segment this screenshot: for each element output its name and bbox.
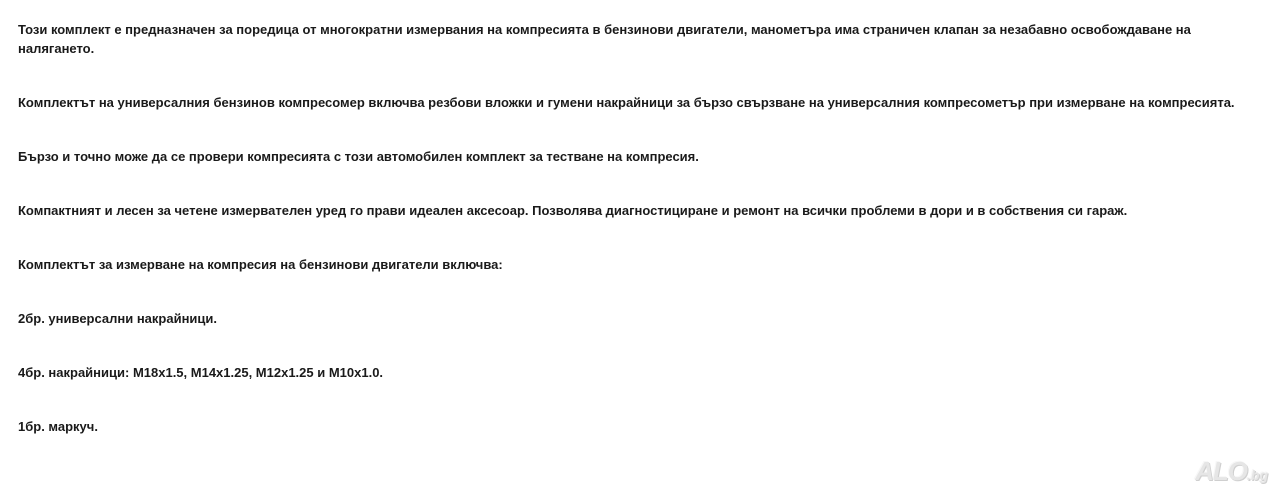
kit-item-hose: 1бр. маркуч. [18,419,98,434]
alo-watermark-logo [1195,456,1268,487]
description-paragraph-4: Компактният и лесен за четене измервателен уред го прави идеален аксесоар. Позволява диагностициране и ремонт на всички проблеми в дори и в собствения си гараж. [18,203,1128,218]
kit-item-universal-tips: 2бр. универсални накрайници. [18,311,218,326]
description-paragraph-1: Този комплект е предназначен за поредица от многократни измервания на компресията в бензинови двигатели, манометъра има страничен клапан за незабавно освобождаване на налягането. [18,22,1191,56]
product-description [18,20,1248,436]
kit-item-threaded-tips: 4бр. накрайници: M18x1.5, M14x1.25, M12x1.25 и M10x1.0. [18,365,384,380]
description-paragraph-2: Комплектът на универсалния бензинов компресомер включва резбови вложки и гумени накрайници за бързо свързване на универсалния компресометър при измерване на компресията. [18,95,1235,110]
watermark-main: ALO [1195,456,1247,486]
kit-contents-heading: Комплектът за измерване на компресия на бензинови двигатели включва: [18,257,503,272]
description-paragraph-3: Бързо и точно може да се провери компресията с този автомобилен комплект за тестване на компресия. [18,149,699,164]
watermark-suffix: .bg [1247,467,1268,483]
